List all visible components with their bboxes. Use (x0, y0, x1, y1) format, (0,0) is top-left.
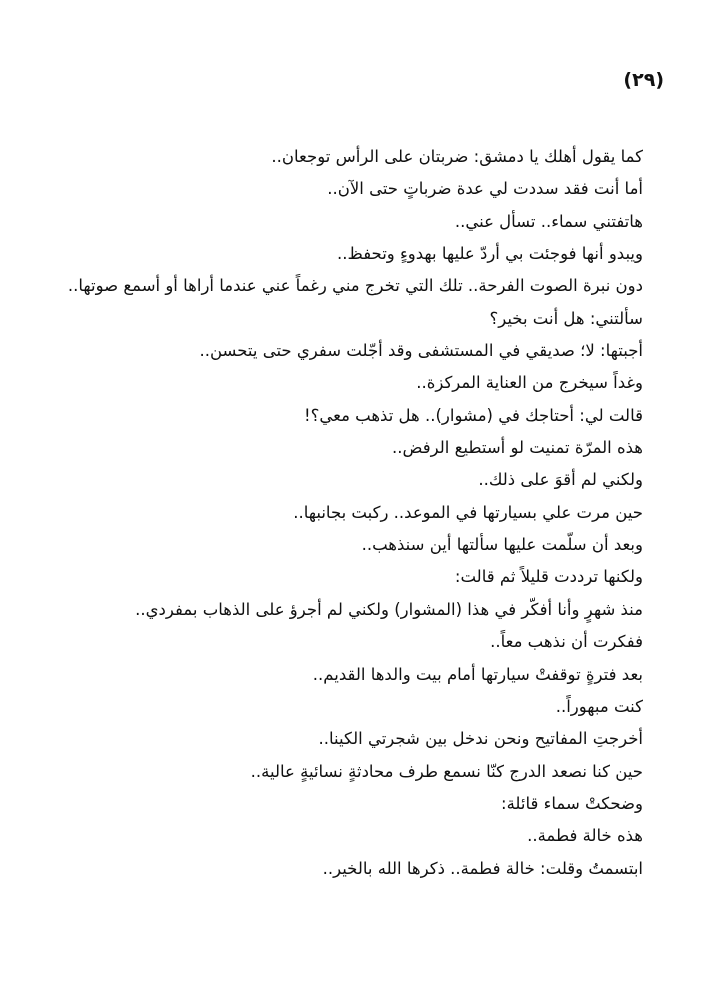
page-number: (٢٩) (623, 69, 664, 91)
text-line: هاتفتني سماء.. تسأل عني.. (454, 211, 643, 231)
text-line: ابتسمتُ وقلت: خالة فطمة.. ذكرها الله بالخير.. (322, 858, 643, 878)
text-line: كما يقول أهلك يا دمشق: ضربتان على الرأس توجعان.. (271, 147, 643, 166)
text-line: ولكنها ترددت قليلاً ثم قالت: (454, 567, 643, 587)
text-line: حين مرت علي بسيارتها في الموعد.. ركبت بجانبها.. (293, 502, 643, 522)
text-line: منذ شهرٍ وأنا أفكّر في هذا (المشوار) ولكني لم أجرؤ على الذهاب بمفردي.. (135, 599, 643, 619)
text-line: قالت لي: أحتاجك في (مشوار).. هل تذهب معي؟! (303, 405, 643, 425)
text-line: ويبدو أنها فوجئت بي أردّ عليها بهدوءٍ وتحفظ.. (337, 244, 643, 264)
text-line: أخرجتِ المفاتيح ونحن ندخل بين شجرتي الكينا.. (318, 729, 643, 749)
text-line: أجبتها: لا؛ صديقي في المستشفى وقد أجّلت سفري حتى يتحسن.. (199, 341, 643, 361)
text-line: حين كنا نصعد الدرج كنّا نسمع طرف محادثةٍ نسائيةٍ عالية.. (250, 761, 643, 781)
text-line: ولكني لم أقوَ على ذلك.. (478, 470, 643, 490)
text-line: دون نبرة الصوت الفرحة.. تلك التي تخرج مني رغماً عني عندما أراها أو أسمع صوتها.. (67, 276, 643, 296)
text-line: بعد فترةٍ توقفتْ سيارتها أمام بيت والدها القديم.. (312, 664, 643, 684)
text-line: هذه المرّة تمنيت لو أستطيع الرفض.. (392, 438, 643, 458)
text-line: وضحكتْ سماء قائلة: (501, 793, 643, 813)
text-line: وغداً سيخرج من العناية المركزة.. (416, 373, 643, 393)
text-body (43, 141, 643, 885)
text-line: ففكرت أن نذهب معاً.. (490, 632, 643, 652)
text-line: هذه خالة فطمة.. (527, 826, 643, 846)
text-line: سألتني: هل أنت بخير؟ (489, 308, 643, 328)
text-line: أما أنت فقد سددت لي عدة ضرباتٍ حتى الآن.. (327, 179, 643, 199)
text-line: وبعد أن سلّمت عليها سألتها أين سنذهب.. (361, 535, 643, 555)
text-line: كنت مبهوراً.. (555, 696, 643, 716)
